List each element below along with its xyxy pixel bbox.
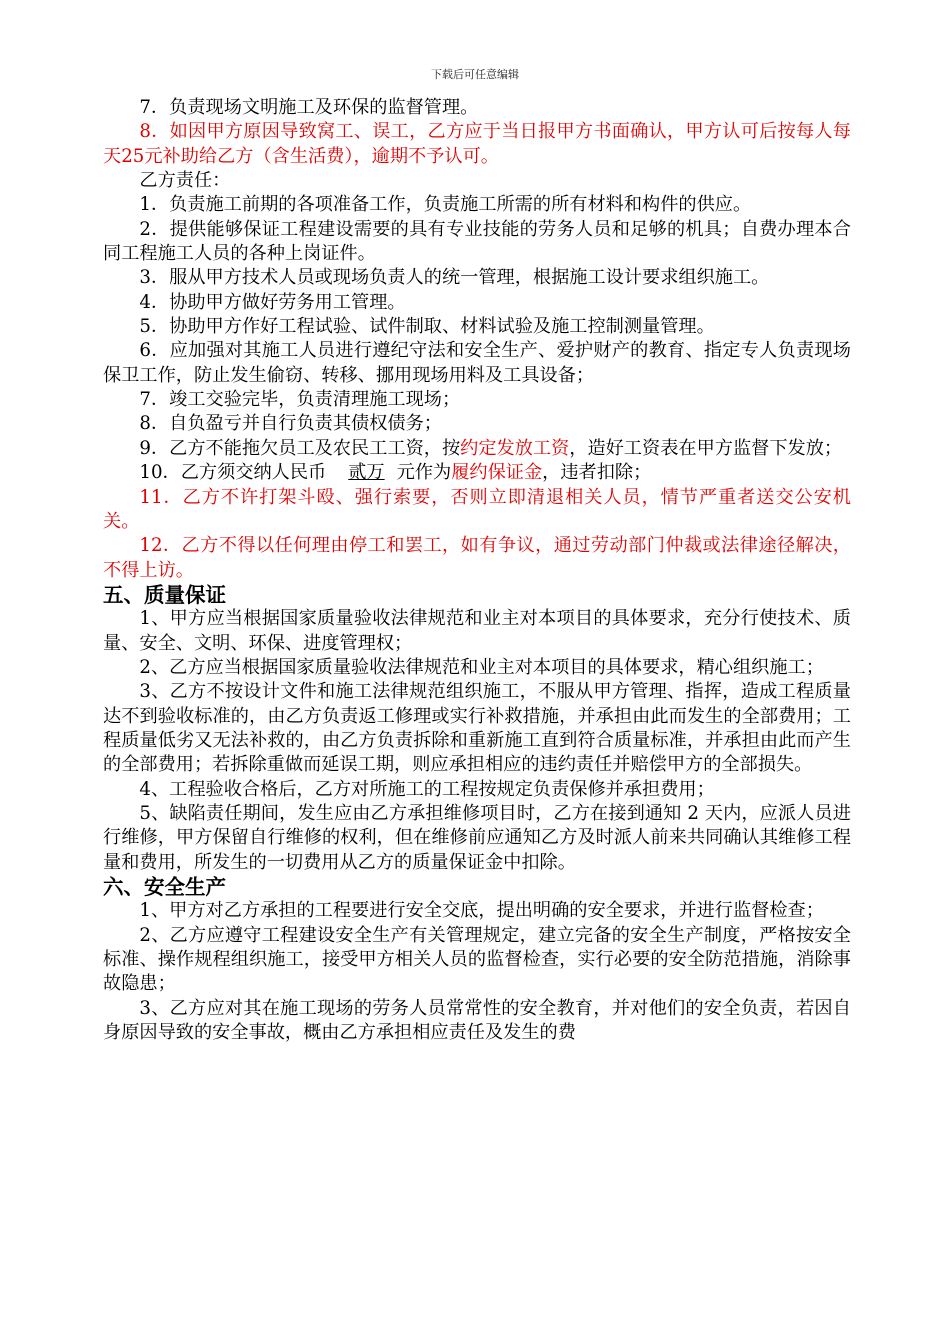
party-b-duties-title: 乙方责任： xyxy=(139,170,231,192)
document-body xyxy=(103,96,851,1045)
clause-a7: 7．负责现场文明施工及环保的监督管理。 xyxy=(139,97,479,118)
section-6-item-1: 1、甲方对乙方承担的工程要进行安全交底，提出明确的安全要求，并进行监督检查； xyxy=(139,900,824,922)
clause-b8: 8．自负盈亏并自行负责其债权债务； xyxy=(139,413,442,435)
section-5-item-5: 5、缺陷责任期间，发生应由乙方承担维修项目时，乙方在接到通知 2 天内，应派人员进行维修，甲方保留自行维修的权利，但在维修前应通知乙方及时派人前来共同确认其维修工程量和费用，所发生的一切费用从乙方的质量保证金中扣除。 xyxy=(103,802,851,873)
clause-b10-text-end: ，违者扣除； xyxy=(542,462,652,484)
page-header: 下载后可任意编辑 xyxy=(431,68,519,81)
clause-b7: 7．竣工交验完毕，负责清理施工现场； xyxy=(139,389,461,411)
deposit-amount: 贰万 xyxy=(348,462,385,484)
section-6-item-2: 2、乙方应遵守工程建设安全生产有关管理规定，建立完备的安全生产制度，严格按安全标准、操作规程组织施工，接受甲方相关人员的监督检查，实行必要的安全防范措施，消除事故隐患； xyxy=(103,924,851,995)
clause-b3: 3．服从甲方技术人员或现场负责人的统一管理，根据施工设计要求组织施工。 xyxy=(139,267,770,289)
clause-b9-text: 9．乙方不能拖欠员工及农民工工资，按 xyxy=(139,437,461,459)
clause-b10-text-mid: 元作为 xyxy=(396,462,452,484)
clause-b6: 6．应加强对其施工人员进行遵纪守法和安全生产、爱护财产的教育、指定专人负责现场保卫工作，防止发生偷窃、转移、挪用现场用料及工具设备； xyxy=(103,340,851,386)
clause-b5: 5．协助甲方作好工程试验、试件制取、材料试验及施工控制测量管理。 xyxy=(139,316,715,338)
clause-a8: 8．如因甲方原因导致窝工、误工，乙方应于当日报甲方书面确认，甲方认可后按每人每天25元补助给乙方（含生活费），逾期不予认可。 xyxy=(103,121,851,167)
section-5-title: 五、质量保证 xyxy=(103,582,226,607)
section-5-item-3: 3、乙方不按设计文件和施工法律规范组织施工，不服从甲方管理、指挥，造成工程质量达不到验收标准的，由乙方负责返工修理或实行补救措施，并承担由此而发生的全部费用；工程质量低劣又无法补救的，由乙方负责拆除和重新施工直到符合质量标准，并承担由此而产生的全部费用；若拆除重做而延误工期，则应承担相应的违约责任并赔偿甲方的全部损失。 xyxy=(103,681,851,776)
clause-b1: 1．负责施工前期的各项准备工作，负责施工所需的所有材料和构件的供应。 xyxy=(139,194,752,216)
section-6-title: 六、安全生产 xyxy=(103,875,226,899)
clause-b9-text-end: ，造好工资表在甲方监督下发放； xyxy=(569,437,843,459)
clause-b12: 12．乙方不得以任何理由停工和罢工，如有争议，通过劳动部门仲裁或法律途径解决，不得上访。 xyxy=(103,535,851,581)
clause-b2: 2．提供能够保证工程建设需要的具有专业技能的劳务人员和足够的机具；自费办理本合同工程施工人员的各种上岗证件。 xyxy=(103,218,851,265)
section-5-item-1: 1、甲方应当根据国家质量验收法律规范和业主对本项目的具体要求，充分行使技术、质量、安全、文明、环保、进度管理权； xyxy=(103,608,851,654)
section-6-item-3: 3、乙方应对其在施工现场的劳务人员常常性的安全教育，并对他们的安全负责，若因自身原因导致的安全事故，概由乙方承担相应责任及发生的费 xyxy=(103,997,851,1044)
section-5-item-4: 4、工程验收合格后，乙方对所施工的工程按规定负责保修并承担费用； xyxy=(139,778,715,800)
clause-b11: 11．乙方不许打架斗殴、强行索要，否则立即清退相关人员，情节严重者送交公安机关。 xyxy=(103,486,851,532)
section-5-item-2: 2、乙方应当根据国家质量验收法律规范和业主对本项目的具体要求，精心组织施工； xyxy=(139,656,824,678)
clause-b9 xyxy=(103,437,851,461)
clause-b10-highlight: 履约保证金 xyxy=(451,462,543,484)
clause-b4: 4．协助甲方做好劳务用工管理。 xyxy=(139,291,406,313)
clause-b9-highlight: 约定发放工资 xyxy=(460,437,570,459)
clause-b10 xyxy=(103,461,851,485)
clause-b10-text: 10．乙方须交纳人民币 xyxy=(139,462,327,484)
